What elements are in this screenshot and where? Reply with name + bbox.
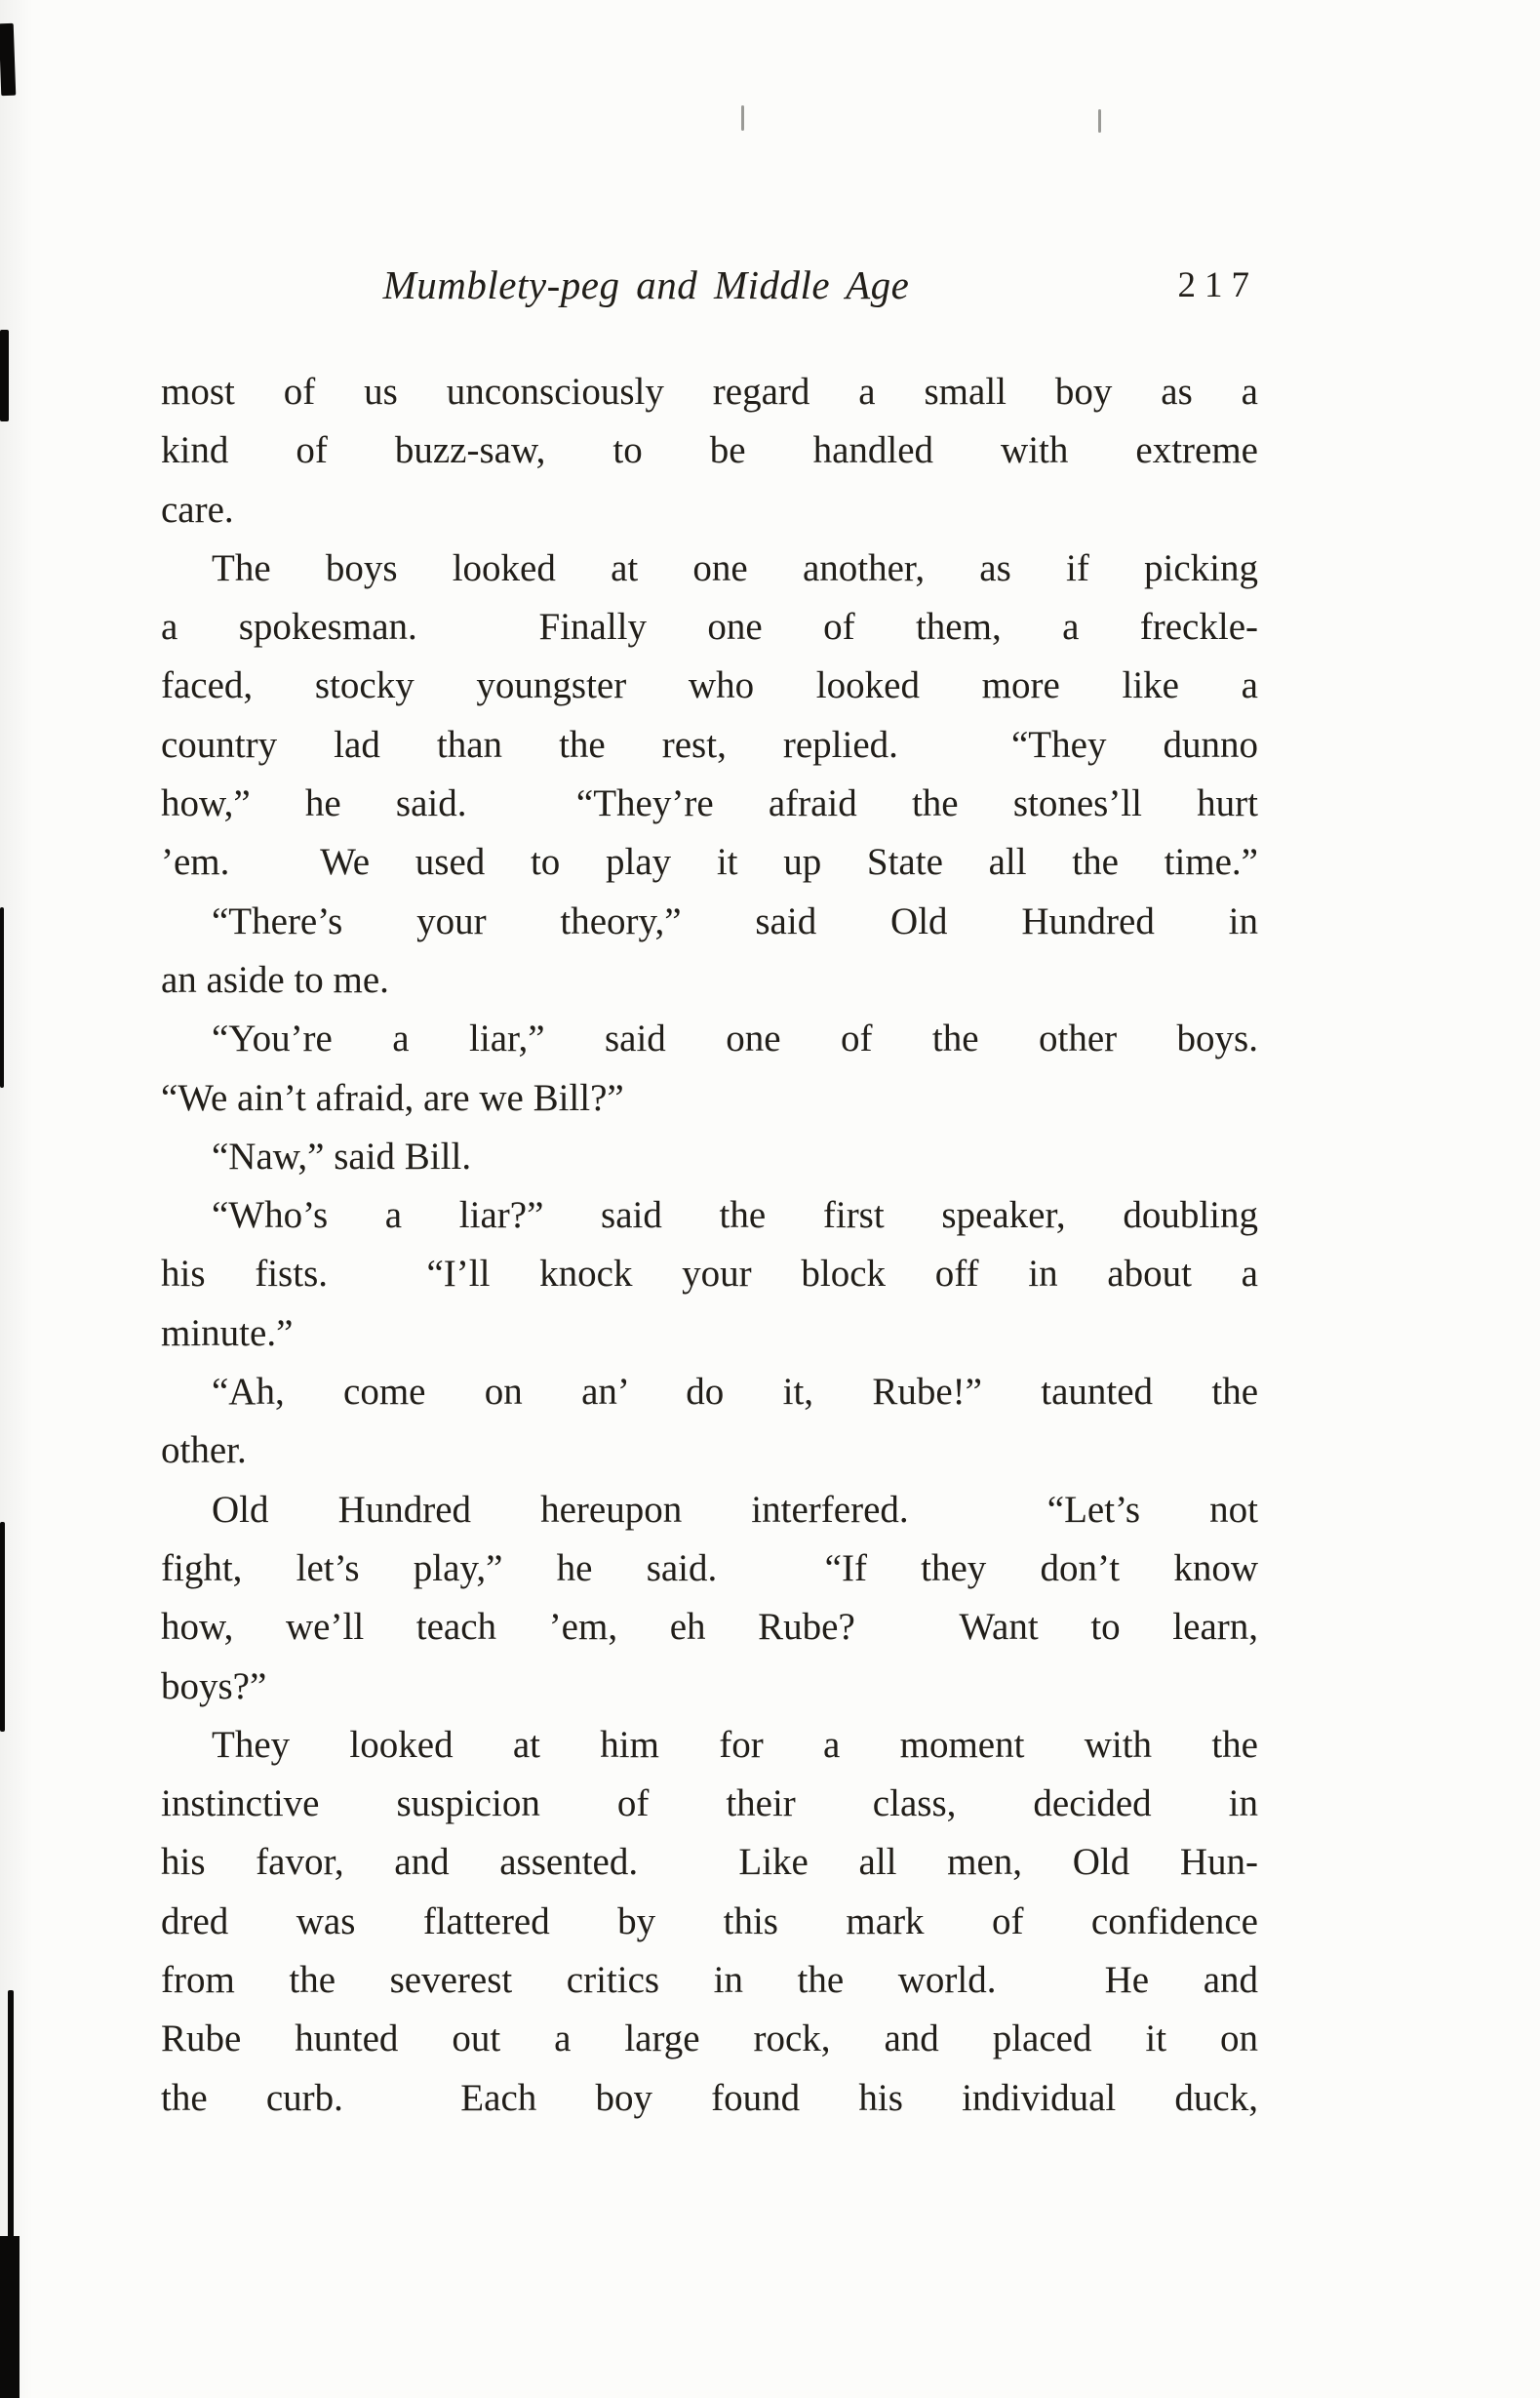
scan-speck <box>1098 109 1101 133</box>
text-line: most of us unconsciously regard a small boy as a <box>161 371 1258 413</box>
text-line: They looked at him for a moment with the <box>212 1723 1258 1766</box>
text-line: from the severest critics in the world. He and <box>161 1959 1258 2002</box>
text-line: the curb. Each boy found his individual duck, <box>161 2076 1258 2119</box>
text-line: a spokesman. Finally one of them, a freckle- <box>161 606 1258 649</box>
scan-artifact <box>0 1522 5 1732</box>
scan-artifact <box>0 2236 20 2398</box>
scan-artifact <box>0 23 16 96</box>
text-line: “Ah, come on an’ do it, Rube!” taunted the <box>212 1371 1258 1414</box>
text-line: Rube hunted out a large rock, and placed it on <box>161 2018 1258 2060</box>
text-line: other. <box>161 1429 247 1472</box>
text-line: Old Hundred hereupon interfered. “Let’s not <box>212 1488 1258 1531</box>
scan-artifact <box>0 330 9 421</box>
page-number: 217 <box>1177 265 1258 305</box>
scan-speck <box>741 105 744 131</box>
text-line: country lad than the rest, replied. “They dunno <box>161 723 1258 766</box>
text-line: care. <box>161 488 234 531</box>
text-line: The boys looked at one another, as if picking <box>212 546 1258 589</box>
text-line: “We ain’t afraid, are we Bill?” <box>161 1076 624 1119</box>
text-line: ’em. We used to play it up State all the time.” <box>161 841 1258 884</box>
text-line: “There’s your theory,” said Old Hundred in <box>212 899 1258 942</box>
text-line: kind of buzz-saw, to be handled with extreme <box>161 429 1258 472</box>
text-line: how,” he said. “They’re afraid the stones’ll hurt <box>161 782 1258 825</box>
text-line: an aside to me. <box>161 958 389 1001</box>
text-line: minute.” <box>161 1311 294 1354</box>
text-line: boys?” <box>161 1664 267 1707</box>
text-line: “Naw,” said Bill. <box>212 1135 472 1178</box>
text-block <box>161 363 1258 2128</box>
text-line: his fists. “I’ll knock your block off in about a <box>161 1253 1258 1296</box>
running-title: Mumblety-peg and Middle Age <box>382 262 910 307</box>
text-line: “Who’s a liar?” said the first speaker, doubling <box>212 1194 1258 1237</box>
text-line: “You’re a liar,” said one of the other boys. <box>212 1018 1258 1060</box>
text-line: his favor, and assented. Like all men, Old Hun- <box>161 1841 1258 1884</box>
text-line: instinctive suspicion of their class, decided in <box>161 1782 1258 1825</box>
text-line: dred was flattered by this mark of confidence <box>161 1899 1258 1942</box>
text-line: how, we’ll teach ’em, eh Rube? Want to learn, <box>161 1606 1258 1649</box>
text-line: faced, stocky youngster who looked more like a <box>161 664 1258 707</box>
text-line: fight, let’s play,” he said. “If they don’t know <box>161 1546 1258 1589</box>
page-header <box>161 261 1258 316</box>
scan-artifact <box>0 907 4 1088</box>
scan-artifact <box>8 1990 14 2242</box>
